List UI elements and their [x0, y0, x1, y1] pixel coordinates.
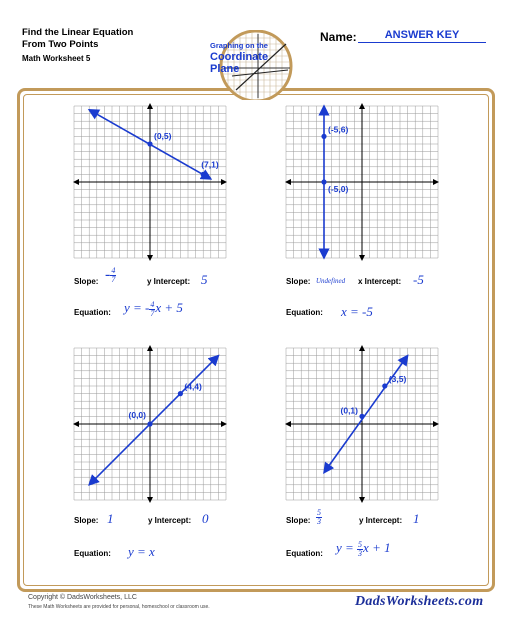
slope-denominator: 7 [111, 274, 116, 284]
point-label: (3,5) [388, 374, 407, 384]
equation-answer-1 [124, 300, 183, 318]
point-label: (4,4) [184, 381, 202, 392]
equation-label-1: Equation: [74, 308, 111, 317]
point-label: (0,1) [340, 405, 358, 416]
equation-answer-4 [336, 540, 391, 558]
equation-suffix: x + 5 [155, 300, 183, 315]
graph-problem-1 [72, 102, 228, 262]
slope-label-3: Slope: [74, 516, 99, 525]
slope-fraction [316, 509, 322, 526]
slope-answer-4 [316, 508, 322, 526]
graph-problem-3 [72, 344, 228, 504]
slope-label-2: Slope: [286, 277, 311, 286]
plotted-point [147, 421, 152, 426]
slope-label-1: Slope: [74, 277, 99, 286]
slope-numerator: 4 [111, 265, 116, 275]
slope-fraction [110, 267, 116, 284]
equation-numerator: 5 [358, 539, 363, 549]
point-label: (7,1) [201, 159, 219, 170]
logo-line-3: Plane [210, 63, 240, 75]
slope-denominator: 3 [317, 516, 321, 526]
intercept-label-2: x Intercept: [358, 277, 402, 286]
plotted-point [321, 134, 326, 139]
intercept-answer-1: 5 [201, 272, 208, 287]
intercept-label-1: y Intercept: [147, 277, 191, 286]
copyright-text: Copyright © DadsWorksheets, LLC [28, 594, 137, 601]
slope-sign: - [105, 266, 111, 283]
slope-label-4: Slope: [286, 516, 311, 525]
equation-suffix: x + 1 [363, 540, 391, 555]
equation-prefix: y = [336, 540, 358, 555]
slope-answer-2: Undefined [316, 277, 346, 285]
slope-answer-3: 1 [107, 511, 114, 526]
intercept-label-3: y Intercept: [148, 516, 192, 525]
point-label: (0,0) [128, 410, 146, 420]
usage-note: These Math Worksheets are provided for personal, homeschool or classroom use. [28, 604, 210, 610]
plotted-point [147, 141, 152, 146]
slope-numerator: 5 [317, 507, 321, 517]
graph-problem-2 [284, 102, 440, 262]
plotted-point [321, 179, 326, 184]
plotted-point [178, 391, 183, 396]
point-label: (-5,6) [328, 124, 349, 135]
equation-denominator: 3 [358, 548, 363, 558]
worksheet-subtitle: Math Worksheet 5 [22, 54, 91, 63]
title-line-2: From Two Points [22, 39, 99, 50]
plotted-point [359, 414, 364, 419]
title-line-1: Find the Linear Equation [22, 27, 134, 38]
equation-label-3: Equation: [74, 549, 111, 558]
intercept-answer-2: -5 [413, 272, 424, 287]
coordinate-plane-logo [170, 30, 300, 100]
equation-denominator: 7 [150, 308, 155, 318]
point-label: (0,5) [154, 131, 172, 141]
equation-numerator: 4 [150, 299, 155, 309]
equation-answer-3: y = x [128, 544, 155, 559]
equation-answer-2: x = -5 [341, 304, 373, 319]
brand-logo[interactable]: DadsWorksheets.com [355, 594, 484, 609]
intercept-answer-4: 1 [413, 511, 420, 526]
intercept-answer-3: 0 [202, 511, 209, 526]
equation-label-2: Equation: [286, 308, 323, 317]
graphed-line [89, 356, 218, 485]
name-label: Name: [320, 30, 357, 44]
graph-problem-4 [284, 344, 440, 504]
name-field[interactable]: ANSWER KEY [358, 29, 486, 43]
plotted-point [201, 172, 206, 177]
equation-prefix: y = - [124, 300, 150, 315]
plotted-point [382, 383, 387, 388]
logo-line-2: Coordinate [210, 51, 269, 63]
slope-answer-1 [105, 266, 116, 284]
equation-label-4: Equation: [286, 549, 323, 558]
point-label: (-5,0) [328, 184, 349, 194]
worksheet-title [22, 27, 133, 51]
intercept-label-4: y Intercept: [359, 516, 403, 525]
logo-line-1: Graphing on the [210, 41, 268, 50]
